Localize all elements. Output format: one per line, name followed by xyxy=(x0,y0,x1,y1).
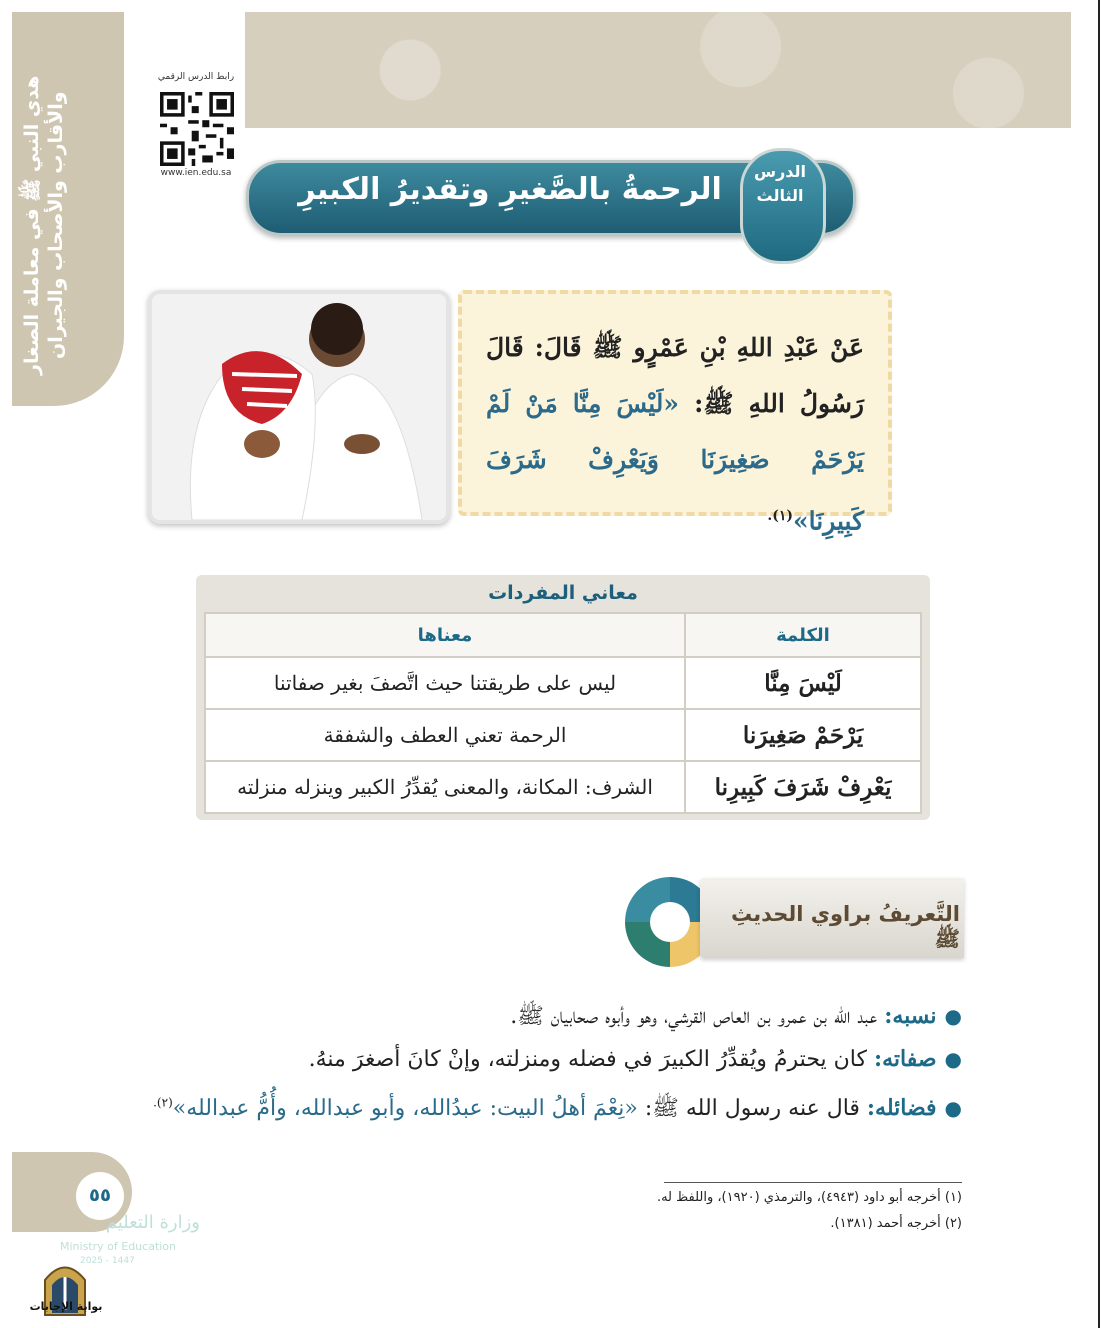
vocab-word: يَعْرِفْ شَرَفَ كَبِيرِنا xyxy=(685,761,921,813)
table-row xyxy=(205,657,921,709)
bio-text: عبد الله بن عمرو بن العاص القرشي، وهو وأبوه صحابيان ﷺ. xyxy=(510,1004,878,1029)
bullet-icon: ● xyxy=(944,1047,962,1071)
qr-url[interactable]: www.ien.edu.sa xyxy=(160,168,232,178)
header-pattern-band xyxy=(245,12,1071,128)
ministry-year: 2025 - 1447 xyxy=(80,1256,135,1266)
bio-quote: «نِعْمَ أهلُ البيت: عبدُالله، وأبو عبدالله، وأُمُّ عبدالله» xyxy=(172,1096,638,1121)
qr-code-icon[interactable] xyxy=(160,92,234,166)
bio-label: نسبه: xyxy=(884,1003,937,1029)
bio-label: صفاته: xyxy=(873,1046,937,1072)
vocab-word: يَرْحَمْ صَغِيرَنا xyxy=(685,709,921,761)
ministry-name-en: Ministry of Education xyxy=(60,1240,177,1253)
lesson-number-label xyxy=(740,160,820,208)
lesson-title: الرحمةُ بالصَّغيرِ وتقديرُ الكبيرِ xyxy=(298,172,722,207)
unit-title xyxy=(20,60,110,390)
hadith-intro: عَنْ عَبْدِ اللهِ بْنِ عَمْرٍو ﷺ قَالَ: قَالَ رَسُولُ اللهِ ﷺ: xyxy=(486,333,864,418)
bio-title: التَّعريفُ براوي الحديثِ ﷺ xyxy=(730,902,960,951)
hadith-text xyxy=(486,320,864,549)
bio-label: فضائله: xyxy=(866,1095,937,1121)
vocab-meaning: ليس على طريقتنا حيث اتَّصفَ بغير صفاتنا xyxy=(205,657,685,709)
vocab-header-row xyxy=(205,613,921,657)
bullet-icon: ● xyxy=(944,1096,962,1120)
unit-title-line1: هدي النبي ﷺ في معاملة الصغار xyxy=(21,75,43,375)
table-row xyxy=(205,761,921,813)
lesson-photo xyxy=(148,290,450,524)
vocab-col-meaning: معناها xyxy=(205,613,685,657)
bullet-icon: ● xyxy=(944,1004,962,1028)
hadith-ref: (١). xyxy=(767,508,794,524)
footnote-1: (١) أخرجه أبو داود (٤٩٤٣)، والترمذي (١٩٢٠)، واللفظ له. xyxy=(656,1190,962,1205)
bio-text: كان يحترمُ ويُقدِّرُ الكبيرَ في فضله ومنزلته، وإنْ كانَ أصغرَ منهُ. xyxy=(308,1047,867,1072)
lesson-label: الدرس xyxy=(753,162,807,181)
vocab-title: معاني المفردات xyxy=(488,582,638,604)
unit-title-line2: والأقارب والأصحاب والجيران xyxy=(45,91,67,359)
watermark-text: بوابة الإجابات xyxy=(29,1300,103,1313)
footnote-2: (٢) أخرجه أحمد (١٣٨١). xyxy=(830,1216,962,1231)
vocab-col-word: الكلمة xyxy=(685,613,921,657)
bio-text: قال عنه رسول الله ﷺ: xyxy=(644,1096,860,1121)
lesson-ordinal: الثالث xyxy=(756,186,804,205)
hadith-quote: «لَيْسَ مِنَّا مَنْ لَمْ يَرْحَمْ صَغِيرَنَا وَيَعْرِفْ شَرَفَ كَبِيرِنَا» xyxy=(486,389,864,536)
watermark-logo-icon xyxy=(30,1255,100,1325)
qr-caption: رابط الدرس الرقمي xyxy=(157,72,235,82)
footnote-divider xyxy=(664,1182,962,1183)
page-number: ٥٥ xyxy=(76,1172,124,1220)
bio-item-virtues xyxy=(142,1094,962,1126)
vocab-word: لَيْسَ مِنَّا xyxy=(685,657,921,709)
table-row xyxy=(205,709,921,761)
vocab-meaning: الرحمة تعني العطف والشفقة xyxy=(205,709,685,761)
page-edge-line xyxy=(1098,0,1100,1328)
vocab-table xyxy=(204,612,922,814)
bio-item-traits xyxy=(142,1046,962,1072)
bio-ref: (٢). xyxy=(153,1095,173,1110)
bio-item-lineage xyxy=(142,1002,962,1034)
vocab-meaning: الشرف: المكانة، والمعنى يُقدِّرُ الكبير وينزله منزلته xyxy=(205,761,685,813)
ministry-name-ar: وزارة التعليم xyxy=(105,1212,200,1233)
